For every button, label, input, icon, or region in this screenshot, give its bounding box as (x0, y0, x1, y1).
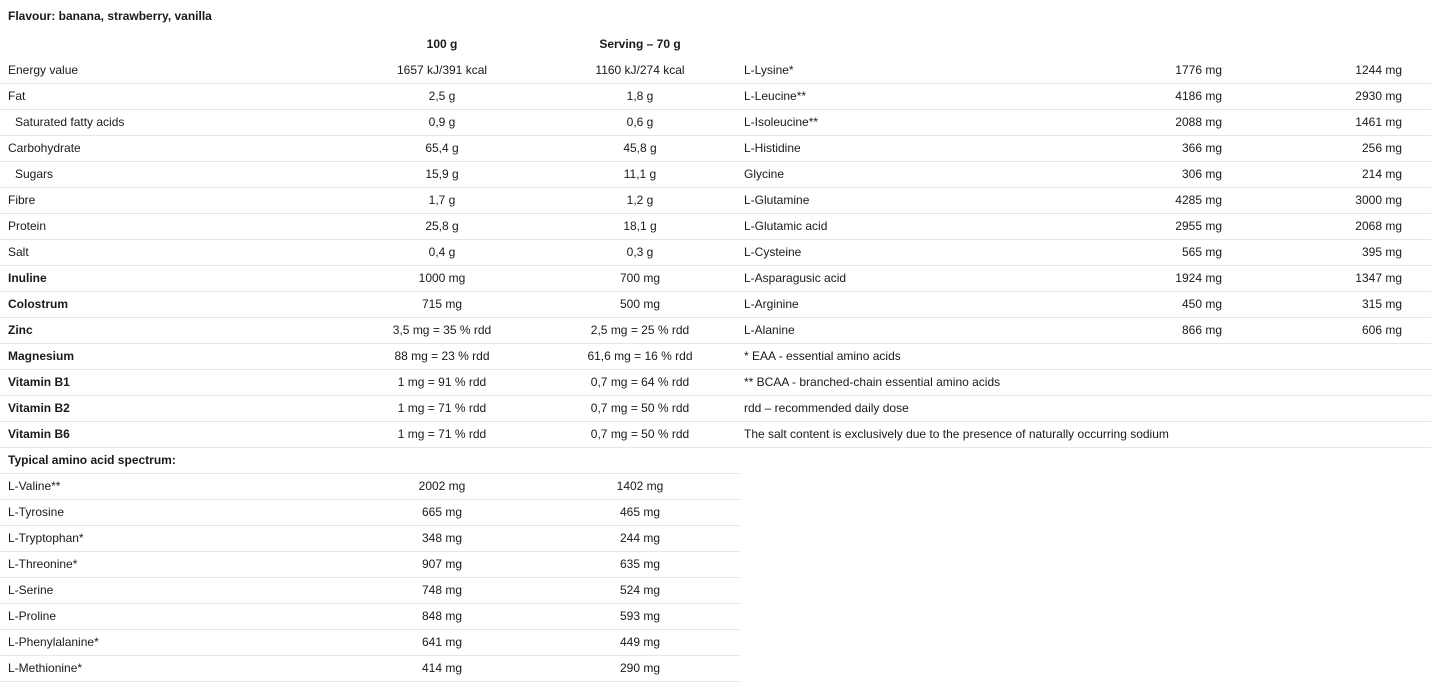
cell-value-serving: 524 mg (619, 583, 661, 597)
cell-label: Vitamin B1 (8, 375, 70, 389)
cell-value-100g: 848 mg (421, 609, 463, 623)
cell-value-serving: 0,7 mg = 50 % rdd (590, 401, 690, 415)
table-row (0, 240, 740, 266)
table-row (740, 162, 1431, 188)
cell-value-serving: 1160 kJ/274 kcal (595, 63, 685, 77)
cell-label: L-Asparagusic acid (744, 271, 847, 285)
cell-value-100g: 2955 mg (1175, 219, 1222, 233)
cell-value-serving: 465 mg (619, 505, 661, 519)
table-row (0, 58, 740, 84)
cell-label: Fibre (8, 193, 36, 207)
cell-label: Vitamin B2 (8, 401, 70, 415)
cell-value-100g: 1 mg = 71 % rdd (397, 401, 487, 415)
table-row (0, 84, 740, 110)
cell-value-serving: 45,8 g (623, 141, 657, 155)
cell-label: L-Phenylalanine* (8, 635, 99, 649)
table-row (0, 162, 740, 188)
cell-value-100g: 0,4 g (428, 245, 456, 259)
table-row (0, 318, 740, 344)
table-row (0, 292, 740, 318)
cell-value-serving: 256 mg (1361, 141, 1402, 155)
cell-value-serving: 290 mg (619, 661, 661, 675)
cell-label: L-Tryptophan* (8, 531, 84, 545)
table-row (0, 370, 740, 396)
table-row (740, 292, 1431, 318)
cell-label: L-Leucine** (744, 89, 807, 103)
cell-value-serving: 315 mg (1361, 297, 1402, 311)
footnote-row (740, 344, 1431, 370)
cell-value-serving: 1461 mg (1355, 115, 1402, 129)
cell-label: L-Alanine (744, 323, 795, 337)
cell-value-serving: 1244 mg (1355, 63, 1402, 77)
cell-value-100g: 2002 mg (418, 479, 466, 493)
table-row (740, 136, 1431, 162)
cell-value-serving: 1402 mg (616, 479, 664, 493)
nutrition-table (0, 32, 740, 682)
cell-label: L-Glutamic acid (744, 219, 828, 233)
cell-label: L-Proline (8, 609, 57, 623)
cell-value-serving: 1347 mg (1355, 271, 1402, 285)
cell-label: L-Histidine (744, 141, 801, 155)
footnote-row (740, 370, 1431, 396)
table-row (0, 396, 740, 422)
cell-value-100g: 1 mg = 91 % rdd (397, 375, 487, 389)
flavour-title: Flavour: banana, strawberry, vanilla (8, 9, 212, 23)
cell-value-100g: 866 mg (1181, 323, 1222, 337)
cell-value-serving: 0,6 g (626, 115, 654, 129)
table-row (0, 552, 740, 578)
cell-value-100g: 1924 mg (1175, 271, 1222, 285)
table-row (0, 344, 740, 370)
cell-value-serving: 214 mg (1361, 167, 1402, 181)
cell-value-100g: 715 mg (421, 297, 463, 311)
cell-value-100g: 641 mg (421, 635, 463, 649)
cell-label: L-Serine (8, 583, 54, 597)
cell-label: L-Cysteine (744, 245, 802, 259)
cell-value-100g: 15,9 g (425, 167, 459, 181)
table-row (740, 58, 1431, 84)
amino-heading: Typical amino acid spectrum: (8, 453, 176, 467)
cell-label: L-Threonine* (8, 557, 78, 571)
footnote-text: rdd – recommended daily dose (744, 401, 909, 415)
cell-value-100g: 2,5 g (428, 89, 456, 103)
cell-value-100g: 1,7 g (428, 193, 456, 207)
cell-value-100g: 1776 mg (1175, 63, 1222, 77)
table-row (740, 318, 1431, 344)
cell-value-100g: 348 mg (421, 531, 463, 545)
cell-label: L-Tyrosine (8, 505, 65, 519)
cell-value-100g: 366 mg (1181, 141, 1222, 155)
footnote-row (740, 422, 1431, 448)
cell-label: Protein (8, 219, 47, 233)
cell-value-100g: 2088 mg (1175, 115, 1222, 129)
cell-label: Salt (8, 245, 29, 259)
amino-table-right (740, 58, 1431, 448)
cell-label: L-Lysine* (744, 63, 794, 77)
cell-label: L-Valine** (8, 479, 61, 493)
table-row (0, 526, 740, 552)
table-row (0, 266, 740, 292)
cell-value-serving: 3000 mg (1355, 193, 1402, 207)
table-row (740, 240, 1431, 266)
cell-value-serving: 0,7 mg = 50 % rdd (590, 427, 690, 441)
cell-label: Zinc (8, 323, 33, 337)
cell-value-100g: 4285 mg (1175, 193, 1222, 207)
cell-value-serving: 18,1 g (623, 219, 657, 233)
cell-value-100g: 1000 mg (418, 271, 466, 285)
table-row (0, 422, 740, 448)
cell-value-100g: 450 mg (1181, 297, 1222, 311)
cell-value-100g: 88 mg = 23 % rdd (394, 349, 490, 363)
cell-value-serving: 593 mg (619, 609, 661, 623)
cell-value-100g: 25,8 g (425, 219, 459, 233)
cell-value-100g: 4186 mg (1175, 89, 1222, 103)
cell-label: Magnesium (8, 349, 75, 363)
cell-label: Fat (8, 89, 26, 103)
cell-value-serving: 0,7 mg = 64 % rdd (590, 375, 690, 389)
table-row (740, 266, 1431, 292)
cell-value-serving: 1,2 g (626, 193, 654, 207)
cell-value-serving: 449 mg (619, 635, 661, 649)
column-header-100g: 100 g (426, 37, 458, 51)
cell-value-serving: 244 mg (619, 531, 661, 545)
table-row (0, 110, 740, 136)
cell-value-100g: 665 mg (421, 505, 463, 519)
cell-label: Sugars (15, 167, 54, 181)
table-row (0, 188, 740, 214)
cell-value-serving: 1,8 g (626, 89, 654, 103)
cell-value-serving: 11,1 g (623, 167, 657, 181)
cell-label: Energy value (8, 63, 79, 77)
cell-value-serving: 2,5 mg = 25 % rdd (590, 323, 690, 337)
table-row (0, 630, 740, 656)
cell-value-serving: 500 mg (619, 297, 661, 311)
cell-value-serving: 635 mg (619, 557, 661, 571)
cell-label: Glycine (744, 167, 785, 181)
cell-value-serving: 700 mg (619, 271, 661, 285)
cell-value-serving: 2068 mg (1355, 219, 1402, 233)
table-row (0, 474, 740, 500)
cell-label: L-Isoleucine** (744, 115, 819, 129)
table-row (740, 214, 1431, 240)
table-row (740, 188, 1431, 214)
table-row (0, 604, 740, 630)
footnote-text: * EAA - essential amino acids (744, 349, 901, 363)
cell-value-serving: 2930 mg (1355, 89, 1402, 103)
cell-value-100g: 414 mg (421, 661, 463, 675)
table-row (740, 84, 1431, 110)
cell-value-100g: 0,9 g (428, 115, 456, 129)
table-row (0, 656, 740, 682)
cell-value-serving: 61,6 mg = 16 % rdd (587, 349, 693, 363)
cell-value-100g: 1 mg = 71 % rdd (397, 427, 487, 441)
cell-label: Colostrum (8, 297, 68, 311)
cell-label: Saturated fatty acids (15, 115, 125, 129)
table-row (0, 500, 740, 526)
cell-value-100g: 65,4 g (425, 141, 459, 155)
cell-label: Inuline (8, 271, 47, 285)
cell-value-100g: 3,5 mg = 35 % rdd (392, 323, 492, 337)
column-header-serving: Serving – 70 g (599, 37, 681, 51)
amino-heading-row (0, 448, 740, 474)
cell-value-100g: 748 mg (421, 583, 463, 597)
table-row (0, 578, 740, 604)
footnote-text: ** BCAA - branched-chain essential amino acids (744, 375, 1001, 389)
cell-label: Carbohydrate (8, 141, 81, 155)
cell-value-100g: 306 mg (1181, 167, 1222, 181)
cell-label: L-Glutamine (744, 193, 810, 207)
cell-value-serving: 395 mg (1361, 245, 1402, 259)
footnote-text: The salt content is exclusively due to the presence of naturally occurring sodium (744, 427, 1169, 441)
table-row (0, 214, 740, 240)
cell-label: Vitamin B6 (8, 427, 70, 441)
table-row (740, 110, 1431, 136)
footnote-row (740, 396, 1431, 422)
cell-label: L-Arginine (744, 297, 799, 311)
cell-value-100g: 565 mg (1181, 245, 1222, 259)
cell-value-100g: 907 mg (421, 557, 463, 571)
table-row (0, 136, 740, 162)
cell-value-serving: 0,3 g (626, 245, 654, 259)
cell-value-serving: 606 mg (1361, 323, 1402, 337)
table-header-row (0, 32, 740, 58)
cell-label: L-Methionine* (8, 661, 83, 675)
cell-value-100g: 1657 kJ/391 kcal (396, 63, 488, 77)
